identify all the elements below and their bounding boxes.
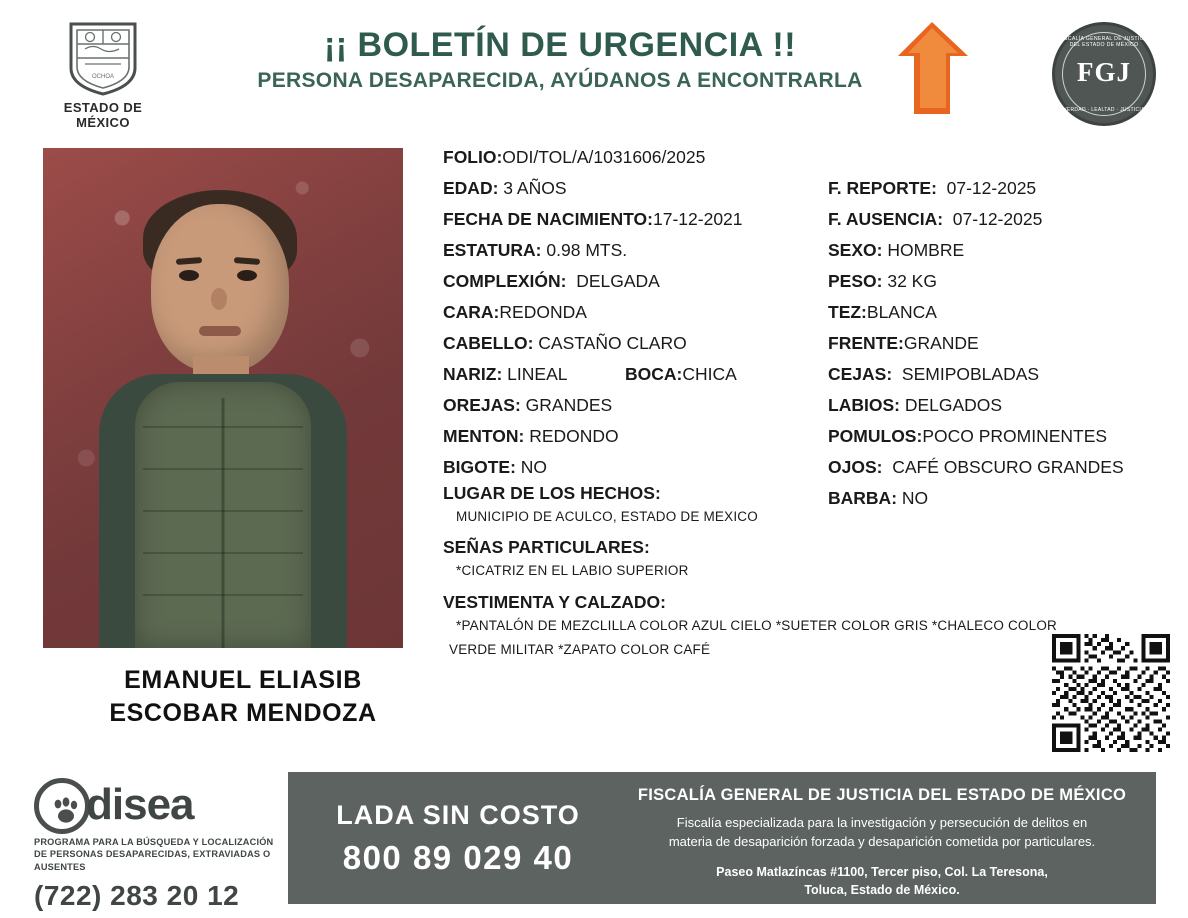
field-edad-label: EDAD:: [443, 178, 499, 198]
field-orejas-value: GRANDES: [525, 395, 613, 415]
disea-subtitle: [34, 836, 286, 873]
fgj-footer-address-line1: Paseo Matlazíncas #1100, Tercer piso, Col. La Teresona,: [716, 864, 1048, 879]
field-boca: [625, 365, 737, 384]
fgj-badge-bottom-text: VERDAD · LEALTAD · JUSTICIA: [1063, 107, 1145, 113]
field-fecha-nacimiento: [443, 210, 743, 229]
field-cara-value: REDONDA: [499, 302, 587, 322]
qr-code[interactable]: [1052, 634, 1170, 752]
alba-line1: Protocolo: [950, 55, 1023, 72]
field-boca-value: CHICA: [682, 364, 737, 384]
photo-eye-left: [179, 270, 199, 281]
field-labios-value: DELGADOS: [904, 395, 1003, 415]
field-orejas-label: OREJAS:: [443, 395, 521, 415]
fgj-footer-desc-line1: Fiscalía especializada para la investigación y persecución de delitos en: [676, 815, 1088, 830]
field-f-reporte-label: F. REPORTE:: [828, 178, 937, 198]
field-sexo: [828, 241, 964, 260]
person-name-line2: ESCOBAR MENDOZA: [109, 698, 377, 727]
page-title: ¡¡ BOLETÍN DE URGENCIA !!: [323, 26, 797, 64]
field-cabello-label: CABELLO:: [443, 333, 534, 353]
field-pomulos-label: POMULOS:: [828, 426, 923, 446]
fgj-badge: [1052, 22, 1156, 126]
disea-subtitle-line1: PROGRAMA PARA LA BÚSQUEDA Y LOCALIZACIÓN: [34, 837, 274, 847]
field-estatura-value: 0.98 MTS.: [546, 240, 628, 260]
field-cabello: [443, 334, 687, 353]
alba-line2: ALBA: [950, 70, 1011, 93]
field-lugar-label: [443, 484, 661, 503]
fgj-footer-title: FISCALÍA GENERAL DE JUSTICIA DEL ESTADO DE MÉXICO: [637, 786, 1127, 804]
footer-bar: [288, 772, 1156, 904]
field-bigote-label: BIGOTE:: [443, 457, 516, 477]
field-frente-value: GRANDE: [903, 333, 979, 353]
field-ojos: [828, 458, 1124, 477]
photo-mouth: [199, 326, 241, 336]
field-vestimenta-value-1: *PANTALÓN DE MEZCLILLA COLOR AZUL CIELO *SUETER COLOR GRIS *CHALECO COLOR: [456, 618, 1057, 633]
field-nariz: [443, 365, 567, 384]
field-f-reporte-value: 07-12-2025: [946, 178, 1037, 198]
field-folio-value: ODI/TOL/A/1031606/2025: [502, 147, 706, 167]
field-complexion-label: COMPLEXIÓN:: [443, 271, 567, 291]
field-edad-value: 3 AÑOS: [503, 178, 567, 198]
senas-label-text: SEÑAS PARTICULARES:: [443, 537, 650, 557]
field-nariz-label: NARIZ:: [443, 364, 503, 384]
disea-logo: [34, 778, 286, 834]
field-nariz-value: LINEAL: [507, 364, 568, 384]
photo-canvas: [43, 148, 403, 648]
fgj-footer-address: [618, 863, 1146, 899]
field-f-ausencia: [828, 210, 1042, 229]
field-frente-label: FRENTE:: [828, 333, 904, 353]
field-cejas: [828, 365, 1039, 384]
fgj-footer-address-line2: Toluca, Estado de México.: [804, 882, 960, 897]
field-sexo-value: HOMBRE: [887, 240, 965, 260]
photo-vest: [135, 382, 311, 648]
field-sexo-label: SEXO:: [828, 240, 883, 260]
field-folio: [443, 148, 705, 167]
svg-text:OCHOA: OCHOA: [91, 74, 115, 80]
field-cara: [443, 303, 587, 322]
fgj-footer-text: [618, 786, 1146, 899]
disea-subtitle-line3: AUSENTES: [34, 861, 86, 872]
photo-eye-right: [237, 270, 257, 281]
field-tez: [828, 303, 937, 322]
missing-person-photo: [43, 148, 403, 648]
lada-block: [308, 800, 608, 877]
field-folio-label: FOLIO:: [443, 147, 503, 167]
disea-phone[interactable]: (722) 283 20 12: [34, 880, 240, 912]
field-frente: [828, 334, 979, 353]
field-ojos-label: OJOS:: [828, 457, 883, 477]
field-barba-label: BARBA:: [828, 488, 898, 508]
field-pomulos: [828, 427, 1107, 446]
state-seal: [38, 18, 168, 130]
field-f-ausencia-value: 07-12-2025: [952, 209, 1043, 229]
field-pomulos-value: POCO PROMINENTES: [922, 426, 1108, 446]
disea-paw-icon: [34, 778, 90, 834]
field-peso-value: 32 KG: [887, 271, 937, 291]
field-tez-label: TEZ:: [828, 302, 867, 322]
lada-number[interactable]: 800 89 029 40: [342, 839, 574, 876]
person-name-line1: EMANUEL ELIASIB: [124, 666, 362, 694]
field-labios: [828, 396, 1002, 415]
state-seal-caption: ESTADO DE MÉXICO: [63, 100, 143, 130]
field-vestimenta-label: [443, 593, 666, 612]
field-bigote-value: NO: [520, 457, 548, 477]
state-shield-icon: [63, 18, 143, 98]
field-f-ausencia-label: F. AUSENCIA:: [828, 209, 944, 229]
field-estatura-label: ESTATURA:: [443, 240, 542, 260]
field-cara-label: CARA:: [443, 302, 500, 322]
lugar-label-text: LUGAR DE LOS HECHOS:: [443, 483, 661, 503]
field-f-reporte: [828, 179, 1036, 198]
field-lugar-value: MUNICIPIO DE ACULCO, ESTADO DE MEXICO: [456, 509, 758, 524]
field-cejas-value: SEMIPOBLADAS: [901, 364, 1040, 384]
fgj-footer-desc-line2: materia de desaparición forzada y desaparición cometida por particulares.: [668, 833, 1096, 849]
field-senas-label: [443, 538, 650, 557]
alba-text: [950, 56, 1048, 104]
vestimenta-label-text: VESTIMENTA Y CALZADO:: [443, 592, 666, 612]
field-senas-value: *CICATRIZ EN EL LABIO SUPERIOR: [456, 563, 689, 578]
field-bigote: [443, 458, 547, 477]
field-cabello-value: CASTAÑO CLARO: [538, 333, 687, 353]
field-barba-value: NO: [901, 488, 929, 508]
disea-block: [34, 778, 286, 912]
field-complexion-value: DELGADA: [576, 271, 660, 291]
field-menton-value: REDONDO: [529, 426, 619, 446]
protocolo-alba-logo: [898, 20, 1048, 116]
field-fecha-nacimiento-value: 17-12-2021: [653, 209, 743, 229]
alba-line3: Estado de México: [950, 94, 1025, 104]
field-boca-label: BOCA:: [625, 364, 683, 384]
lada-label: LADA SIN COSTO: [336, 800, 580, 830]
field-cejas-label: CEJAS:: [828, 364, 893, 384]
field-menton: [443, 427, 619, 446]
fgj-badge-mark: FGJ: [1077, 57, 1131, 87]
field-menton-label: MENTON:: [443, 426, 525, 446]
field-vestimenta-value-2: VERDE MILITAR *ZAPATO COLOR CAFÉ: [449, 642, 711, 657]
field-tez-value: BLANCA: [866, 302, 937, 322]
field-estatura: [443, 241, 627, 260]
disea-wordmark: disea: [86, 780, 194, 829]
field-complexion: [443, 272, 660, 291]
field-peso-label: PESO:: [828, 271, 883, 291]
disea-subtitle-line2: DE PERSONAS DESAPARECIDAS, EXTRAVIADAS O: [34, 849, 271, 860]
person-name: [43, 664, 443, 729]
field-ojos-value: CAFÉ OBSCURO GRANDES: [892, 457, 1124, 477]
poster-header: [0, 0, 1188, 128]
fgj-footer-desc: [618, 814, 1146, 852]
fgj-badge-top-text: FISCALÍA GENERAL DE JUSTICIA DEL ESTADO DE MÉXICO: [1058, 36, 1150, 48]
field-edad: [443, 179, 567, 198]
field-orejas: [443, 396, 612, 415]
field-peso: [828, 272, 937, 291]
photo-nose: [211, 288, 227, 310]
title-block: [220, 26, 900, 93]
field-labios-label: LABIOS:: [828, 395, 900, 415]
field-barba: [828, 489, 928, 508]
field-fecha-nacimiento-label: FECHA DE NACIMIENTO:: [443, 209, 653, 229]
page-subtitle: PERSONA DESAPARECIDA, AYÚDANOS A ENCONTRARLA: [257, 69, 863, 92]
